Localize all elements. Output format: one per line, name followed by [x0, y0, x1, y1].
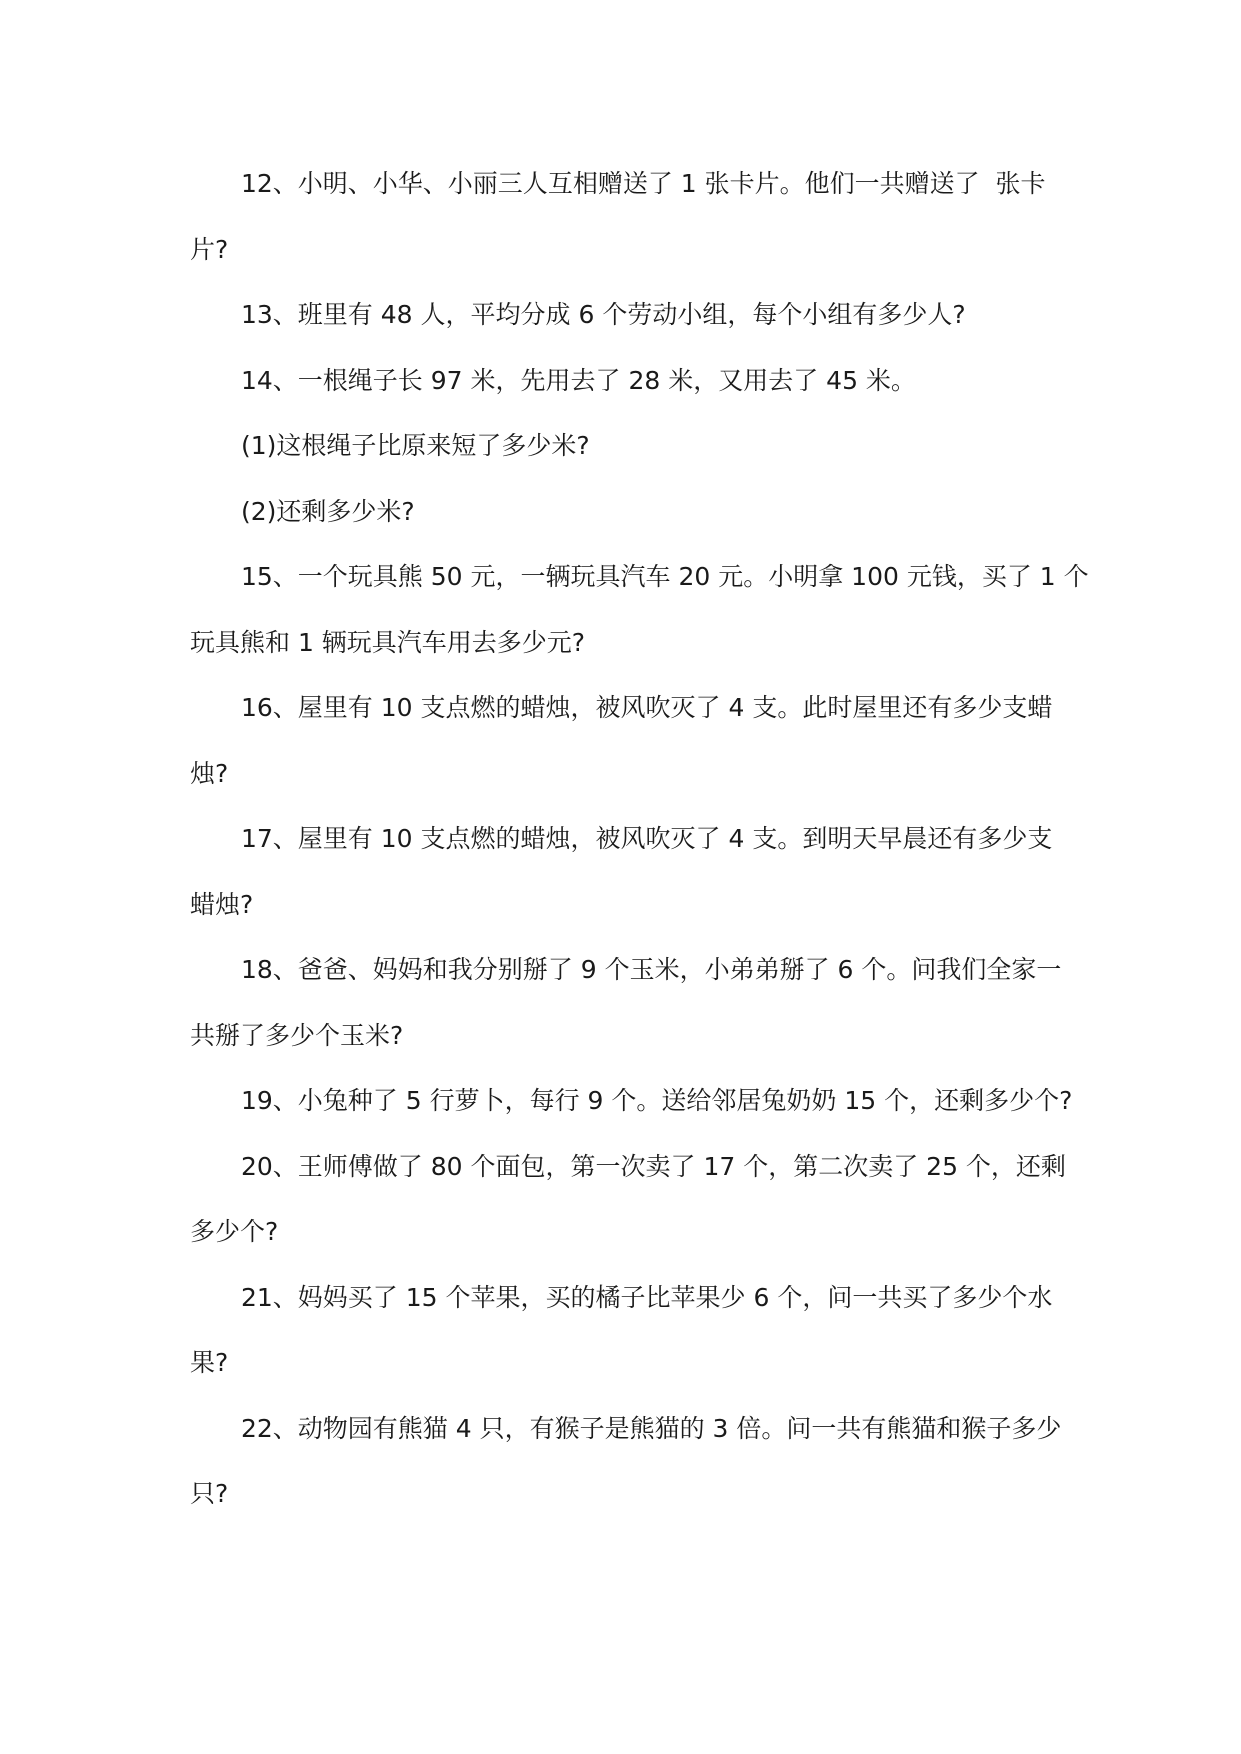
paragraph-line: 22、动物园有熊猫 4 只，有猴子是熊猫的 3 倍。问一共有熊猫和猴子多少	[241, 1413, 1062, 1443]
paragraph-line: (1)这根绳子比原来短了多少米?	[241, 431, 590, 460]
paragraph-continuation-line: 烛?	[190, 758, 229, 788]
paragraph-line: 20、王师傅做了 80 个面包，第一次卖了 17 个，第二次卖了 25 个，还剩	[241, 1151, 1066, 1181]
paragraph-continuation-line: 只?	[190, 1479, 229, 1508]
paragraph-line: 21、妈妈买了 15 个苹果，买的橘子比苹果少 6 个，问一共买了多少个水	[241, 1282, 1053, 1312]
paragraph-continuation-line: 玩具熊和 1 辆玩具汽车用去多少元?	[190, 627, 586, 657]
paragraph-line: (2)还剩多少米?	[241, 496, 415, 526]
paragraph-line: 13、班里有 48 人，平均分成 6 个劳动小组，每个小组有多少人?	[241, 300, 966, 329]
paragraph-continuation-line: 蜡烛?	[190, 889, 254, 919]
paragraph-line: 15、一个玩具熊 50 元，一辆玩具汽车 20 元。小明拿 100 元钱，买了 1 个	[241, 562, 1089, 591]
paragraph-continuation-line: 共掰了多少个玉米?	[190, 1020, 404, 1050]
paragraph-line: 16、屋里有 10 支点燃的蜡烛，被风吹灭了 4 支。此时屋里还有多少支蜡	[241, 693, 1053, 722]
paragraph-continuation-line: 果?	[190, 1348, 229, 1377]
paragraph-line: 14、一根绳子长 97 米，先用去了 28 米，又用去了 45 米。	[241, 365, 916, 395]
paragraph-line: 12、小明、小华、小丽三人互相赠送了 1 张卡片。他们一共赠送了 张卡	[241, 169, 1046, 198]
paragraph-line: 19、小兔种了 5 行萝卜，每行 9 个。送给邻居兔奶奶 15 个，还剩多少个?	[241, 1086, 1073, 1115]
paragraph-line: 17、屋里有 10 支点燃的蜡烛，被风吹灭了 4 支。到明天早晨还有多少支	[241, 824, 1053, 853]
paragraph-continuation-line: 多少个?	[190, 1217, 279, 1246]
paragraph-line: 18、爸爸、妈妈和我分别掰了 9 个玉米，小弟弟掰了 6 个。问我们全家一	[241, 955, 1062, 984]
paragraph-continuation-line: 片?	[190, 234, 229, 264]
